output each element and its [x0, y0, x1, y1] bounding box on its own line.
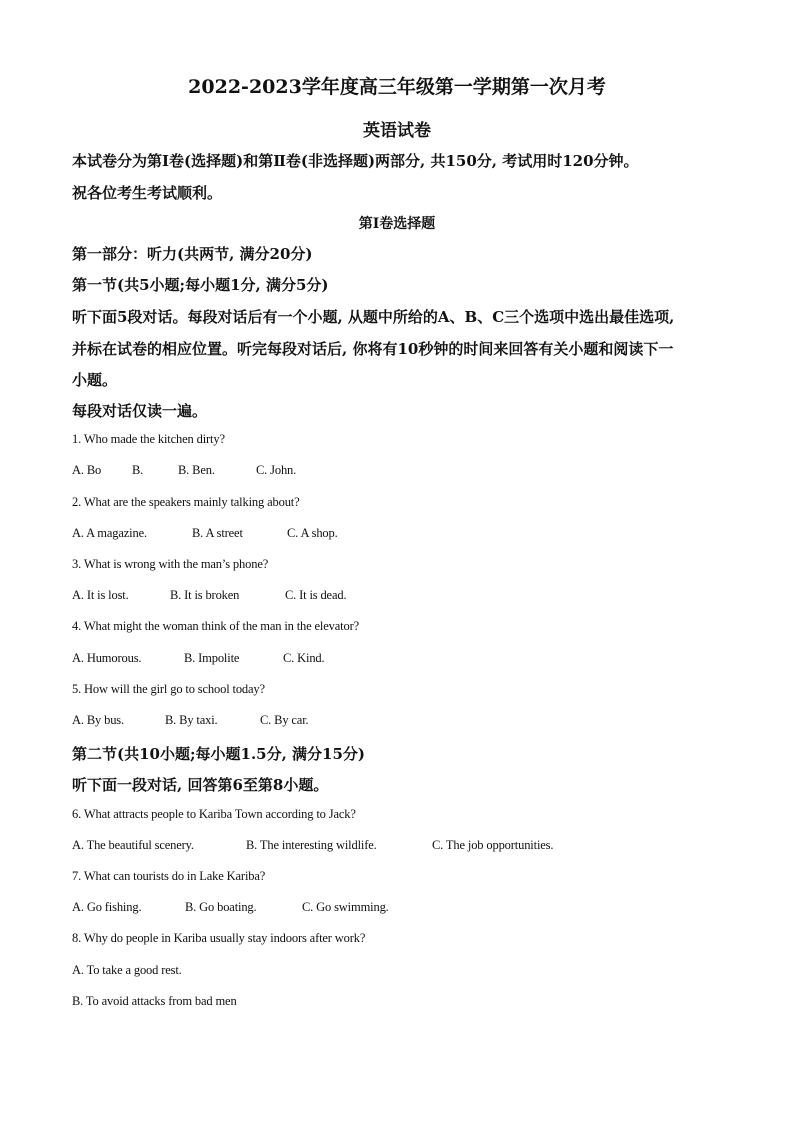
- option: C. A shop.: [287, 526, 338, 540]
- option: B. Impolite: [184, 651, 240, 665]
- question-5-options: [72, 713, 309, 728]
- intro-line-1: 本试卷分为第Ⅰ卷(选择题)和第Ⅱ卷(非选择题)两部分, 共150分, 考试用时120分钟。: [72, 152, 639, 170]
- question-7-options: [72, 900, 389, 915]
- instruction-line-4: 每段对话仅读一遍。: [72, 402, 208, 420]
- question-2-options: [72, 526, 338, 541]
- instruction-line-2: 并标在试卷的相应位置。听完每段对话后, 你将有10秒钟的时间来回答有关小题和阅读下一: [72, 340, 674, 358]
- option: C. John.: [256, 463, 297, 477]
- option: A. By bus.: [72, 713, 124, 727]
- question-4: 4. What might the woman think of the man in the elevator?: [72, 619, 359, 633]
- question-4-options: [72, 651, 325, 666]
- option: A. Go fishing.: [72, 900, 142, 914]
- option: B. By taxi.: [165, 713, 218, 727]
- question-6: 6. What attracts people to Kariba Town according to Jack?: [72, 807, 356, 821]
- option: B. Ben.: [178, 463, 215, 477]
- part1-heading: 第一部分：听力(共两节, 满分20分): [72, 245, 313, 263]
- option: B. Go boating.: [185, 900, 257, 914]
- instruction-line-1: 听下面5段对话。每段对话后有一个小题, 从题中所给的A、B、C三个选项中选出最佳选项,: [72, 308, 675, 326]
- exam-subtitle: 英语试卷: [363, 121, 431, 141]
- option: B. The interesting wildlife.: [246, 838, 377, 852]
- option: A. Humorous.: [72, 651, 142, 665]
- option: B. It is broken: [170, 588, 240, 602]
- question-6-options: [72, 838, 553, 853]
- option: C. Kind.: [283, 651, 325, 665]
- exam-title: 2022-2023学年度高三年级第一学期第一次月考: [188, 76, 606, 98]
- option: A. The beautiful scenery.: [72, 838, 194, 852]
- question-3: 3. What is wrong with the man’s phone?: [72, 557, 269, 571]
- option: B.: [132, 463, 144, 477]
- question-3-options: [72, 588, 346, 603]
- option: A. Bo: [72, 463, 102, 477]
- question-8-option-b: B. To avoid attacks from bad men: [72, 994, 237, 1008]
- sec2-instruction: 听下面一段对话, 回答第6至第8小题。: [72, 776, 329, 794]
- question-2: 2. What are the speakers mainly talking about?: [72, 495, 300, 509]
- question-8-option-a: A. To take a good rest.: [72, 963, 182, 977]
- question-1-options: [72, 463, 296, 478]
- question-1: 1. Who made the kitchen dirty?: [72, 432, 225, 446]
- question-5: 5. How will the girl go to school today?: [72, 682, 265, 696]
- option: A. It is lost.: [72, 588, 129, 602]
- intro-line-2: 祝各位考生考试顺利。: [72, 184, 223, 202]
- option: C. Go swimming.: [302, 900, 389, 914]
- option: C. By car.: [260, 713, 309, 727]
- sec2-heading: 第二节(共10小题;每小题1.5分, 满分15分): [72, 745, 366, 763]
- option: C. It is dead.: [285, 588, 347, 602]
- option: A. A magazine.: [72, 526, 147, 540]
- option: B. A street: [192, 526, 243, 540]
- question-8: 8. Why do people in Kariba usually stay indoors after work?: [72, 931, 366, 945]
- sec1-heading: 第一节(共5小题;每小题1分, 满分5分): [72, 276, 329, 294]
- question-7: 7. What can tourists do in Lake Kariba?: [72, 869, 266, 883]
- option: C. The job opportunities.: [432, 838, 554, 852]
- section-title: 第Ⅰ卷选择题: [358, 216, 436, 232]
- instruction-line-3: 小题。: [72, 371, 118, 389]
